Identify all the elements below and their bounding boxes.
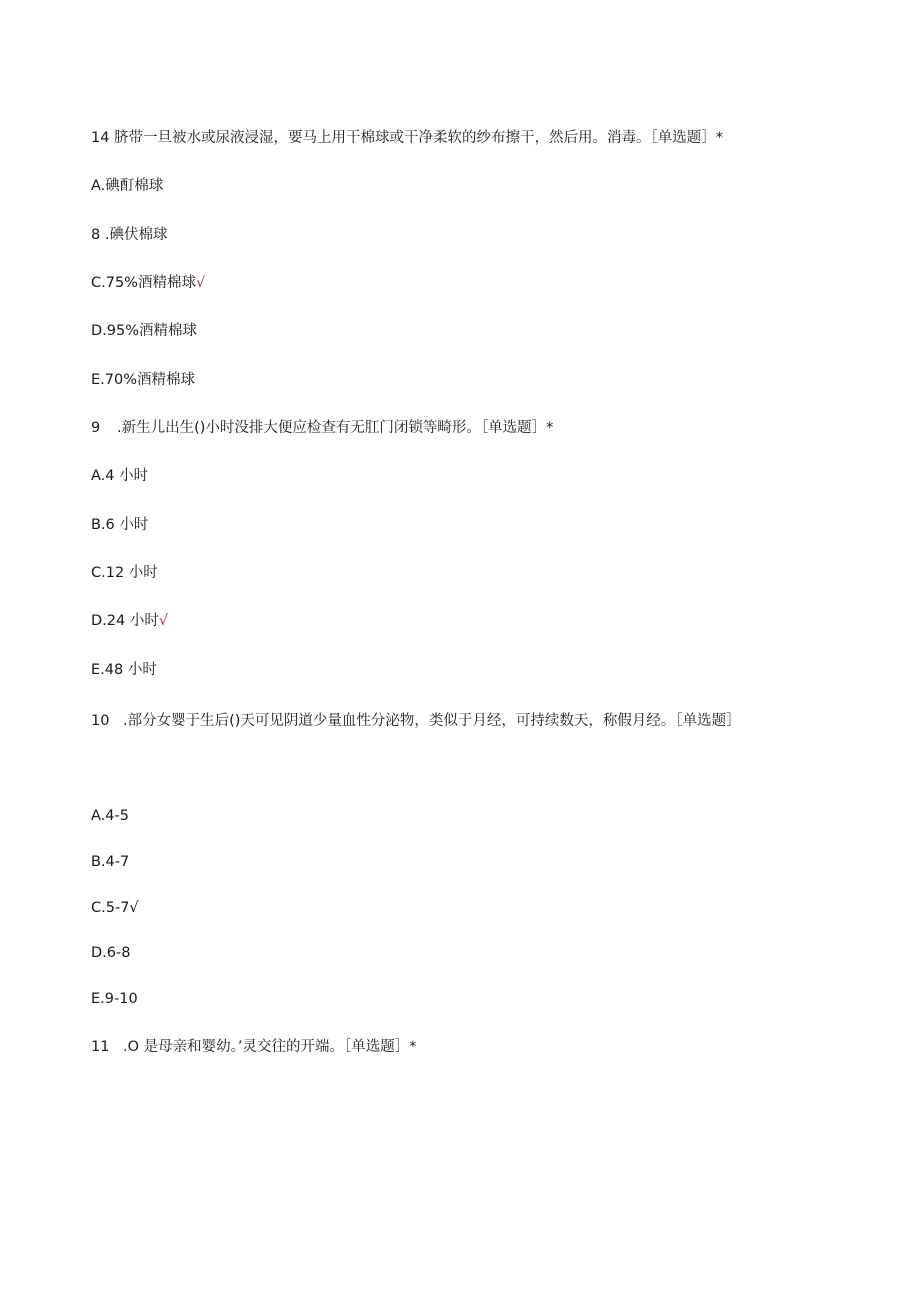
option-item: E.9-10 bbox=[91, 991, 138, 1007]
question-number: 11 bbox=[91, 1039, 110, 1055]
question-stem bbox=[91, 418, 553, 438]
option-item bbox=[91, 898, 139, 918]
option-item: 8 .碘伏棉球 bbox=[91, 227, 168, 243]
option-item: A.碘酊棉球 bbox=[91, 178, 164, 194]
option-item: D.95%酒精棉球 bbox=[91, 323, 198, 339]
option-text: C.75%酒精棉球 bbox=[91, 275, 196, 291]
option-item: B.4-7 bbox=[91, 854, 130, 870]
correct-mark-icon: √ bbox=[129, 900, 139, 916]
option-text: D.24 小时 bbox=[91, 613, 159, 629]
correct-mark-icon: √ bbox=[195, 275, 206, 291]
option-item bbox=[91, 611, 168, 631]
question-stem bbox=[91, 711, 741, 731]
question-stem bbox=[91, 1037, 417, 1057]
question-stem: 14 脐带一旦被水或尿液浸湿，要马上用干棉球或干净柔软的纱布擦干，然后用。消毒。［单选题］* bbox=[91, 130, 724, 146]
option-item: E.48 小时 bbox=[91, 662, 157, 678]
question-text: .新生儿出生()小时没排大便应检查有无肛门闭锁等畸形。［单选题］* bbox=[117, 420, 554, 436]
option-item: B.6 小时 bbox=[91, 517, 149, 533]
question-text: .部分女婴于生后()天可见阴道少量血性分泌物，类似于月经，可持续数天，称假月经。［单选题］ bbox=[123, 713, 741, 729]
option-text: C.5-7 bbox=[91, 900, 130, 916]
option-item: D.6-8 bbox=[91, 945, 131, 961]
question-number: 10 bbox=[91, 713, 110, 729]
option-item bbox=[91, 273, 205, 293]
correct-mark-icon: √ bbox=[158, 613, 169, 629]
question-number: 9 bbox=[91, 420, 101, 436]
option-item: C.12 小时 bbox=[91, 565, 158, 581]
question-text: .O 是母亲和婴幼。’灵交往的开端。［单选题］* bbox=[123, 1039, 417, 1055]
option-item: A.4 小时 bbox=[91, 468, 149, 484]
option-item: A.4-5 bbox=[91, 808, 129, 824]
option-item: E.70%酒精棉球 bbox=[91, 372, 195, 388]
